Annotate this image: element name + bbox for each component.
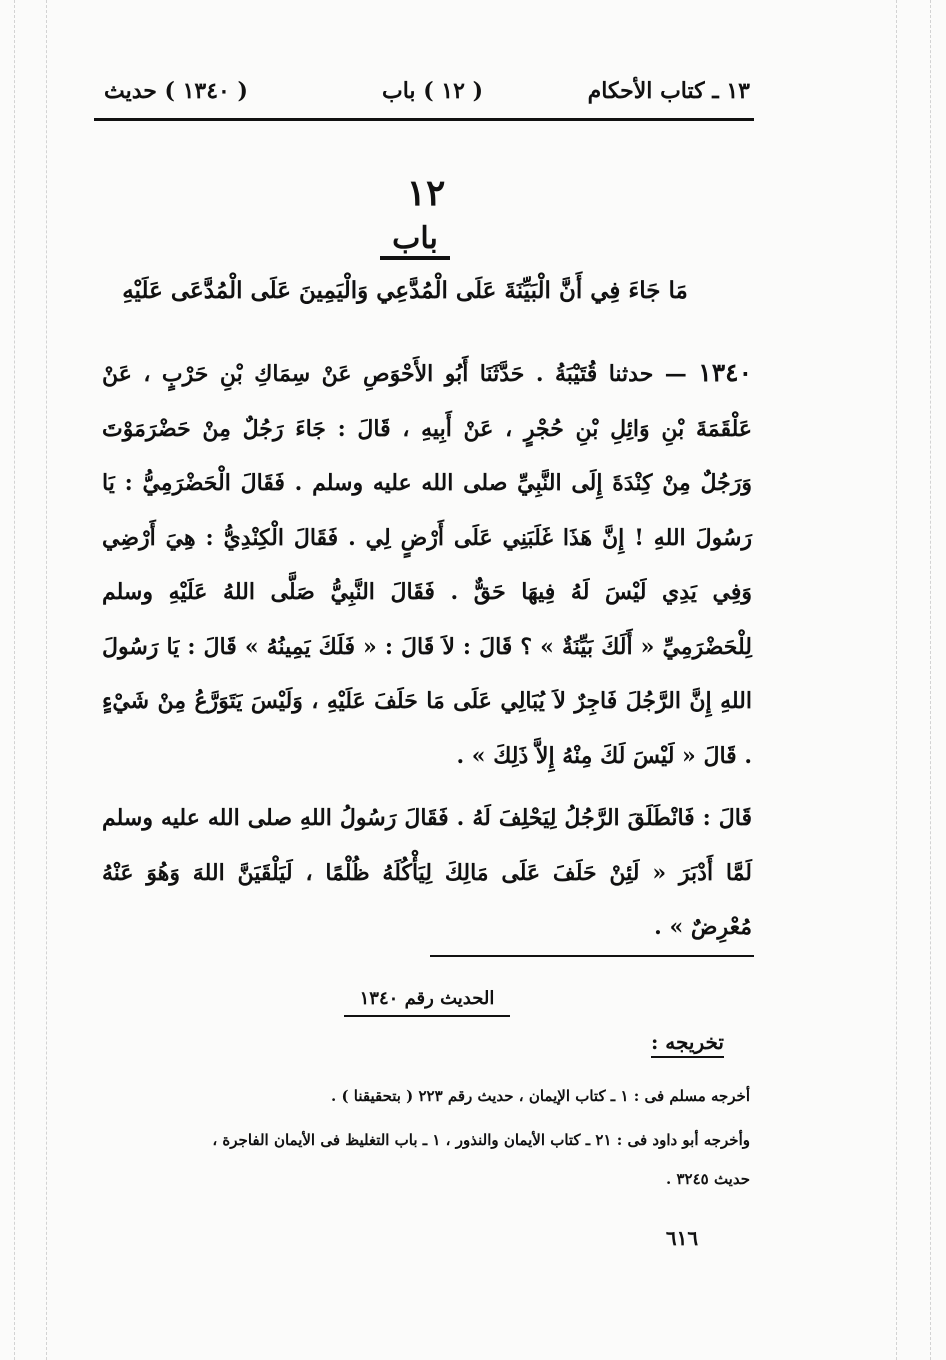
takhrij-label: تخريجه : bbox=[651, 1030, 724, 1058]
margin-dotted-line bbox=[930, 0, 931, 1360]
chapter-number: ١٢ bbox=[406, 172, 446, 214]
footnote-separator bbox=[430, 955, 754, 957]
footnote-line: أخرجه مسلم فى : ١ ـ كتاب الإيمان ، حديث رقم ٢٢٣ ( بتحقيقنا ) . bbox=[331, 1087, 750, 1105]
footnote-line: وأخرجه أبو داود فى : ٢١ ـ كتاب الأيمان والنذور ، ١ ـ باب التغليظ فى الأيمان الفاجرة ، bbox=[212, 1131, 750, 1149]
header-book-title: ١٣ ـ كتاب الأحكام bbox=[587, 78, 750, 104]
chapter-heading: باب bbox=[380, 222, 450, 260]
footnote-line: حديث ٣٢٤٥ . bbox=[666, 1170, 750, 1188]
hadith-number: ١٣٤٠ bbox=[698, 358, 752, 387]
header-hadith-number: ( ١٣٤٠ ) حديث bbox=[104, 78, 248, 104]
hadith-paragraph: قَالَ : فَانْطَلَقَ الرَّجُلُ لِيَحْلِفَ لَهُ . فَقَالَ رَسُولُ اللهِ صلى الله عليه وسلم لَمَّا أَدْبَرَ « لَئِنْ حَلَفَ عَلَى مَالِكَ لِيَأْكُلَهُ ظُلْمًا ، لَيَلْقَيَنَّ اللهَ وَهُوَ عَنْهُ مُعْرِضٌ » . bbox=[102, 805, 752, 940]
chapter-title: مَا جَاءَ فِي أَنَّ الْبَيِّنَةَ عَلَى الْمُدَّعِي وَالْيَمِينَ عَلَى الْمُدَّعَى عَلَيْهِ bbox=[122, 277, 688, 304]
hadith-paragraph-text: — حدثنا قُتَيْبَةُ . حَدَّثَنَا أَبُو الأَحْوَصِ عَنْ سِمَاكِ بْنِ حَرْبٍ ، عَنْ عَلْقَمَةَ بْنِ وَائِلِ بْنِ حُجْرٍ ، عَنْ أَبِيهِ ، قَالَ : جَاءَ رَجُلٌ مِنْ حَضْرَمَوْتَ وَرَجُلٌ مِنْ كِنْدَةَ إِلَى النَّبِيِّ صلى الله عليه وسلم . فَقَالَ الْحَضْرَمِيُّ : يَا رَسُولَ اللهِ ! إِنَّ هَذَا غَلَبَنِي عَلَى أَرْضٍ لِي . فَقَالَ الْكِنْدِيُّ : هِيَ أَرْضِي وَفِي يَدِي لَيْسَ لَهُ فِيهَا حَقٌّ . فَقَالَ النَّبِيُّ صَلَّى اللهُ عَلَيْهِ وسلم لِلْحَضْرَمِيِّ « أَلَكَ بَيِّنَةٌ » ؟ قَالَ : لاَ قَالَ : « فَلَكَ يَمِينُهُ » قَالَ : يَا رَسُولَ اللهِ إِنَّ الرَّجُلَ فَاجِرٌ لاَ يُبَالِي عَلَى مَا حَلَفَ عَلَيْهِ ، وَلَيْسَ يَتَوَرَّعُ مِنْ شَيْءٍ . قَالَ « لَيْسَ لَكَ مِنْهُ إِلاَّ ذَلِكَ » . bbox=[102, 361, 752, 769]
footnote-reference: الحديث رقم ١٣٤٠ bbox=[344, 988, 510, 1017]
hadith-paragraph bbox=[102, 346, 752, 783]
hadith-text bbox=[102, 346, 752, 955]
running-header bbox=[98, 74, 750, 114]
header-chapter: ( ١٢ ) باب bbox=[382, 78, 483, 104]
page-number: ٦١٦ bbox=[665, 1226, 699, 1250]
header-rule bbox=[94, 118, 754, 121]
margin-dotted-line bbox=[896, 0, 897, 1360]
